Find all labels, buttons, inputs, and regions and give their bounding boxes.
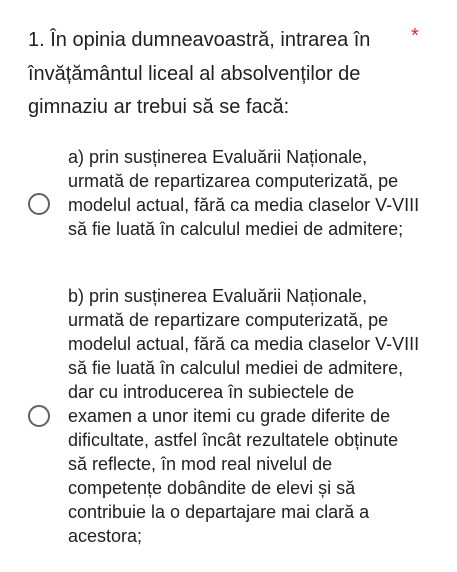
required-indicator: * (411, 25, 419, 47)
radio-button-a[interactable] (28, 193, 50, 215)
option-a-label[interactable]: a) prin susținerea Evaluării Naționale, urmată de repartizarea computerizată, pe modelul actual, fără ca media claselor V-VIII să fie luată în calculul mediei de admitere; (68, 147, 420, 239)
radio-button-b[interactable] (28, 405, 50, 427)
option-b-label[interactable]: b) prin susținerea Evaluării Naționale, urmată de repartizare computerizată, pe modelul actual, fără ca media claselor V-VIII să fie luată în calculul mediei de admitere, dar cu introducerea în subiectele de examen a unor itemi cu grade diferite de dificultate, astfel încât rezultatele obținute să reflecte, în mod real nivelul de competențe dobândite de elevi și să contribuie la o departajare mai clară a acestora; (68, 286, 420, 546)
question-title (28, 24, 428, 125)
question-text: 1. În opinia dumneavoastră, intrarea în învățământul liceal al absolvenților de gimnaziu ar trebui să se facă: (28, 29, 371, 118)
